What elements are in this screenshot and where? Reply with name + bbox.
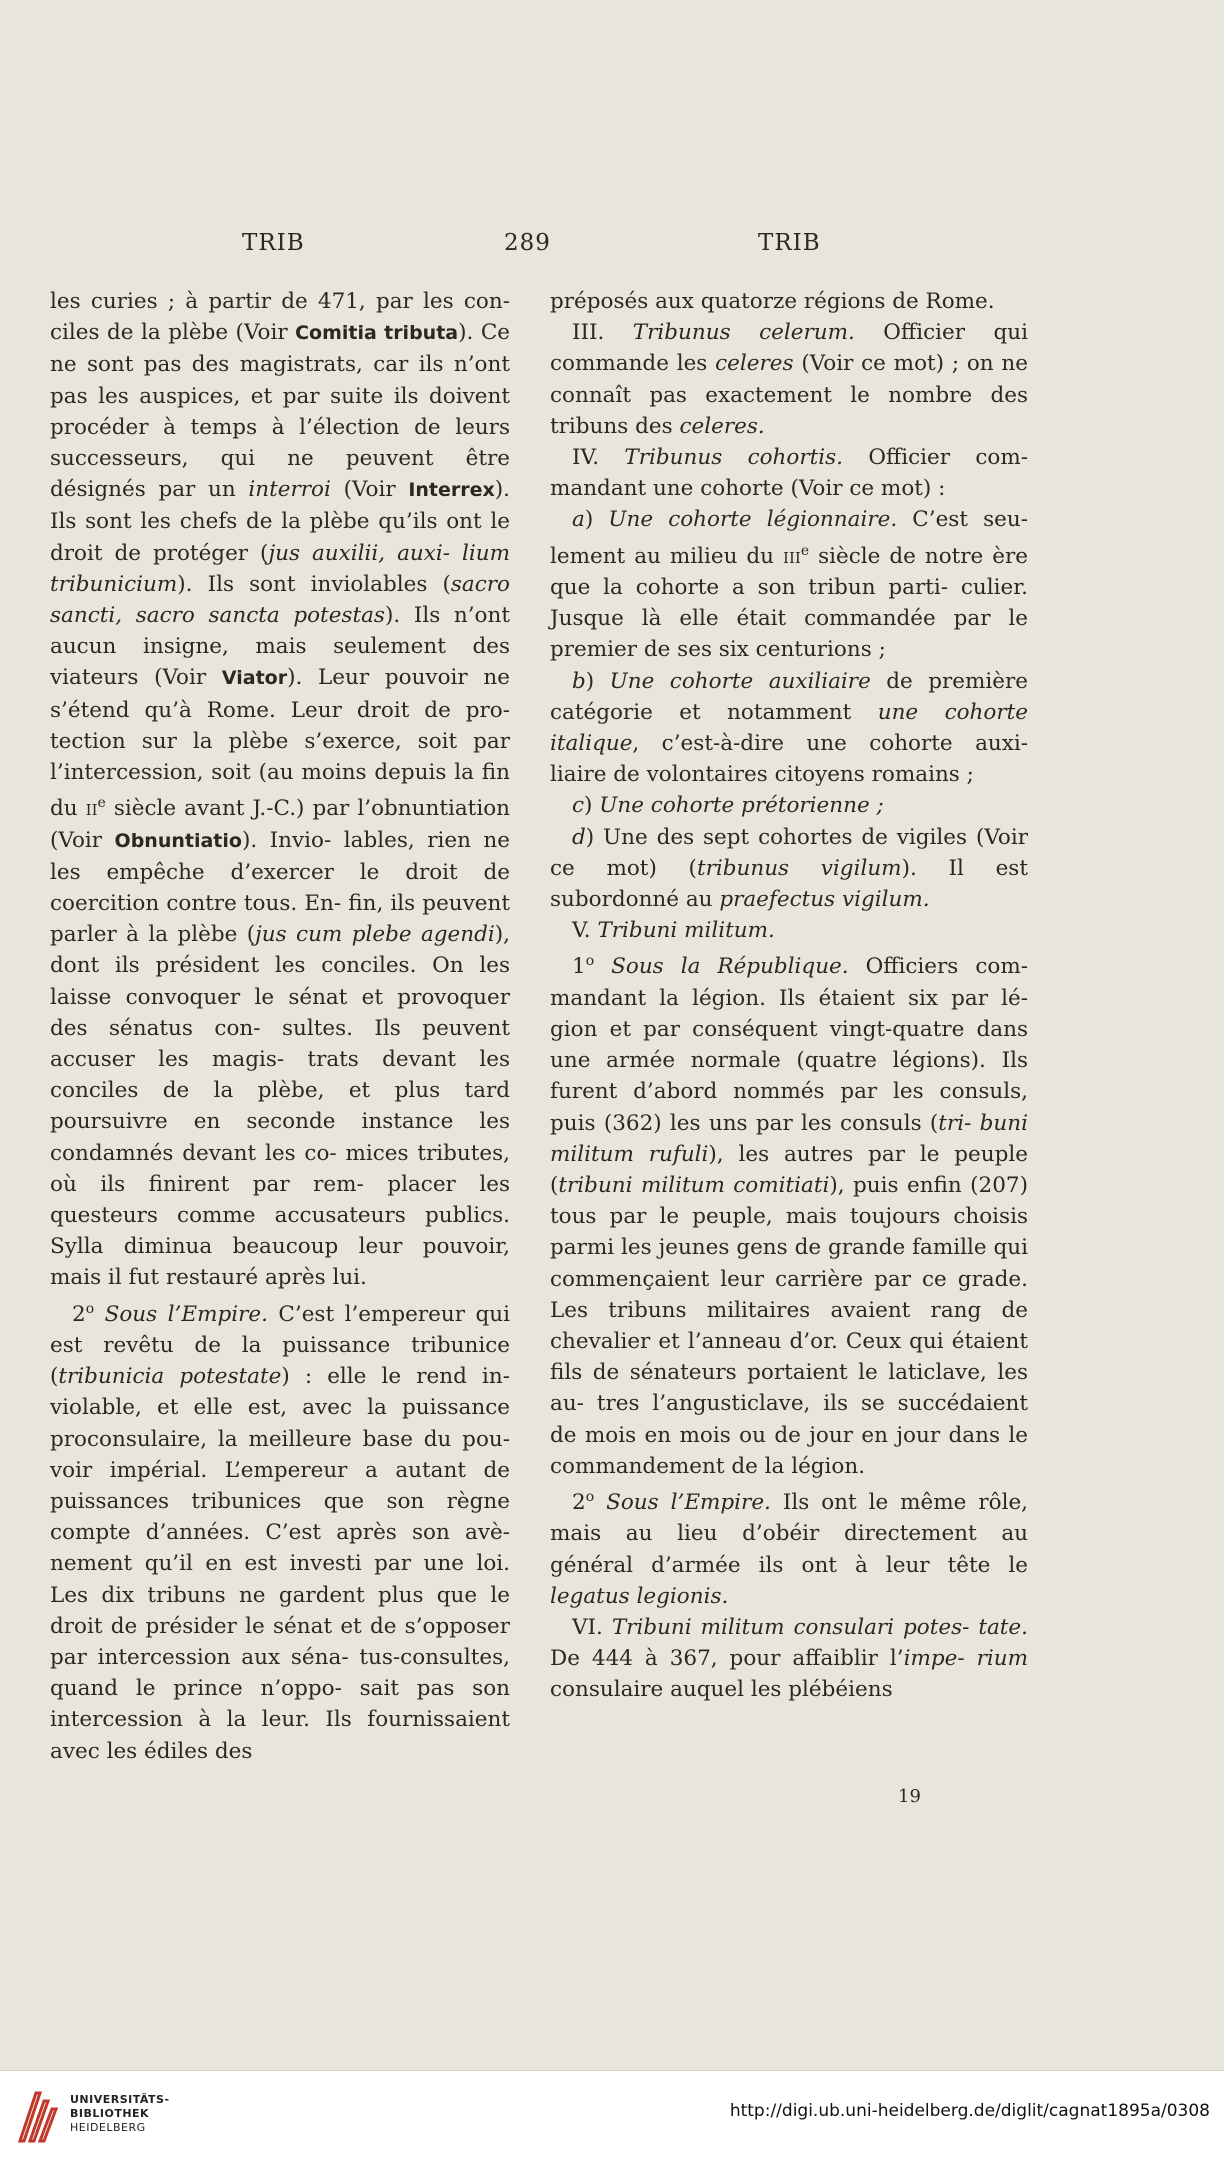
text-run: ). Invio- lables, rien ne les empêche d’exercer le droit de coercition contre tous. En- fin, ils peuvent parler à la plèbe ( — [50, 827, 510, 948]
text-run: praefectus vigilum. — [719, 887, 930, 913]
text-run: IV. — [572, 445, 625, 471]
text-run: Tribunus celerum. — [632, 320, 855, 346]
text-run: celeres — [715, 351, 794, 377]
text-run: Officier qui commande les — [550, 320, 1028, 377]
text-run: ). Leur pouvoir ne s’étend qu’à Rome. Leur droit de pro- tection sur la plèbe s’exerce, soit par l’intercession, soit (au moins depuis la fin du — [50, 665, 510, 822]
paragraph — [50, 286, 510, 1294]
text-run: siècle de notre ère que la cohorte a son tribun parti- culier. Jusque là elle était commandée par le premier de ses six centurions ; — [550, 543, 1028, 663]
text-run: 1 — [572, 954, 586, 980]
text-run: Officiers com- mandant la légion. Ils étaient six par lé- gion et par conséquent vingt-quatre dans une armée normale (quatre légions). Ils furent d’abord nommés par les consuls, puis (362) les uns par les consuls ( — [550, 954, 1028, 1136]
text-run: ), les autres par le peuple ( — [550, 1141, 1028, 1198]
text-run: ) — [584, 507, 609, 533]
text-run: iii — [783, 543, 801, 569]
text-run: legatus legionis. — [550, 1583, 729, 1609]
text-run — [594, 1490, 606, 1515]
running-head — [0, 230, 1224, 264]
text-run: ). Il est subordonné au — [550, 855, 1028, 913]
text-run: Comitia tributa — [295, 322, 459, 345]
text-run: ) : elle le rend in- violable, et elle est, avec la puissance proconsulaire, la meilleure base du pou- voir impérial. L’empereur a autant de puissances tribunices que son règne compte d’années. C’est après son avè- nement qu’il en est investi par une loi. Les dix tribuns ne gardent plus que le droit de présider le sénat et de s’opposer par intercession aux séna- tus-consultes, quand le prince n’oppo- sait pas son intercession à la leur. Ils fournissaient avec les édiles des — [50, 1364, 510, 1764]
text-run: ), dont ils président les conciles. On les laisse convoquer le sénat et provoquer des sénatus con- sultes. Ils peuvent accuser les magis- trats devant les conciles de la plèbe, et plus tard poursuivre en seconde instance les condamnés devant les co- mices tributes, où ils finirent par rem- placer les questeurs comme accusateurs publics. Sylla diminua beaucoup leur pouvoir, mais il fut restauré après lui. — [50, 922, 510, 1291]
text-run: Interrex — [408, 479, 495, 502]
text-run: préposés aux quatorze régions de Rome. — [550, 289, 995, 314]
text-run: ). Ils sont les chefs de la plèbe qu’ils ont le droit de protéger ( — [50, 477, 510, 566]
paragraph — [550, 442, 1028, 504]
header-left-word: TRIB — [242, 230, 305, 256]
paragraph — [550, 790, 1028, 821]
text-run: tribuni militum comitiati — [558, 1173, 830, 1198]
text-run: ), puis enfin (207) tous par le peuple, mais toujours choisis parmi les jeunes gens de grande famille qui commençaient leur carrière par ce grade. Les tribuns militaires avaient rang de chevalier et l’anneau d’or. Ceux qui étaient fils de sénateurs portaient le laticlave, les au- tres l’angusticlave, ils se succédaient de mois en mois ou de jour en jour dans le commandement de la légion. — [550, 1173, 1028, 1479]
text-run: jus auxilii, auxi- lium tribunicium — [50, 540, 510, 597]
text-run: une cohorte italique — [550, 699, 1028, 756]
text-run: interroi — [248, 477, 331, 503]
text-run — [94, 1302, 105, 1327]
paragraph — [550, 1482, 1028, 1612]
library-logo-icon — [14, 2083, 62, 2147]
text-run: V. — [572, 918, 598, 944]
text-run: celeres. — [679, 413, 765, 439]
text-run: tri- buni militum rufuli — [550, 1110, 1028, 1167]
text-run: C’est seu- lement au milieu du — [550, 507, 1028, 569]
text-run: ) — [584, 793, 600, 819]
footer-bar — [0, 2070, 1224, 2160]
text-run: Une cohorte auxiliaire — [609, 668, 871, 694]
text-run: ii — [85, 796, 98, 822]
text-run: tribunicia potestate — [58, 1364, 282, 1390]
right-column-text — [550, 286, 1028, 1706]
paragraph — [550, 286, 1028, 317]
paragraph — [550, 317, 1028, 442]
text-run: Tribuni militum. — [597, 918, 775, 944]
text-run: 2 — [572, 1490, 586, 1516]
paragraph — [550, 822, 1028, 916]
text-run: Officier com- mandant une cohorte (Voir ce mot) : — [550, 445, 1028, 502]
text-run: a — [572, 507, 585, 533]
text-run: Sous l’Empire. — [104, 1301, 268, 1327]
text-run: VI. — [572, 1615, 612, 1640]
library-name-line2: BIBLIOTHEK — [70, 2107, 150, 2120]
permalink-url[interactable]: http://digi.ub.uni-heidelberg.de/diglit/cagnat1895a/0308 — [729, 2101, 1210, 2121]
text-run: de première catégorie et notamment — [550, 668, 1028, 725]
text-run: III. — [572, 320, 633, 346]
text-run: siècle avant J.-C.) par l’obnuntiation (Voir — [50, 796, 510, 853]
text-run: ) — [585, 668, 610, 694]
text-run: b — [572, 668, 586, 694]
text-run: o — [85, 1300, 95, 1317]
text-run: Ils ont le même rôle, mais au lieu d’obéir directement au général d’armée ils ont à leur tête le — [550, 1490, 1029, 1578]
text-run: 2 — [72, 1301, 86, 1327]
header-right-word: TRIB — [758, 230, 821, 256]
paragraph — [550, 666, 1028, 791]
text-run: (Voir ce mot) ; on ne connaît pas exactement le nombre des tribuns des — [550, 351, 1028, 439]
text-run: Obnuntiatio — [114, 829, 242, 852]
text-run: (Voir — [330, 477, 409, 503]
text-run: Une cohorte prétorienne ; — [599, 793, 884, 819]
paragraph — [550, 504, 1028, 665]
text-run: Tribuni militum consulari potes- tate. — [611, 1615, 1028, 1640]
text-run: Tribunus cohortis. — [624, 445, 844, 471]
text-run: ). Ils n’ont aucun insigne, mais seulement des viateurs (Voir — [50, 603, 510, 691]
library-name — [70, 2093, 170, 2135]
text-run: ) Une des sept cohortes de vigiles (Voir ce mot) ( — [550, 824, 1028, 881]
text-run: , c’est-à-dire une cohorte auxi- liaire de volontaires citoyens romains ; — [550, 731, 1028, 788]
library-name-line1: UNIVERSITÄTS- — [70, 2093, 170, 2106]
text-run: impe- rium — [903, 1646, 1028, 1672]
text-run: Viator — [221, 667, 288, 690]
text-run: e — [97, 795, 106, 812]
paragraph — [550, 1612, 1028, 1706]
text-run: ). Ils sont inviolables ( — [177, 571, 451, 597]
text-run: jus cum plebe agendi — [255, 922, 495, 948]
text-run: C’est l’empereur qui est revêtu de la puissance tribunice ( — [50, 1301, 511, 1390]
text-run: consulaire auquel les plébéiens — [550, 1677, 893, 1703]
signature-mark: 19 — [898, 1786, 921, 1807]
text-run: Une cohorte légionnaire. — [608, 507, 898, 533]
text-run: d — [572, 824, 586, 850]
text-run — [594, 955, 611, 980]
text-run: Sous la République. — [611, 954, 849, 980]
paragraph — [550, 915, 1028, 946]
page-number: 289 — [504, 230, 551, 256]
text-run: les curies ; à partir de 471, par les con- ciles de la plèbe (Voir — [50, 289, 510, 346]
text-run: e — [800, 542, 810, 559]
text-run: c — [572, 793, 585, 819]
paragraph — [50, 1294, 510, 1767]
text-run: sacro sancti, sacro sancta potestas — [50, 571, 510, 629]
text-run: De 444 à 367, pour affaiblir l’ — [550, 1646, 904, 1672]
text-run: tribunus vigilum — [696, 855, 902, 881]
text-run: Sous l’Empire. — [606, 1490, 771, 1516]
library-name-line3: HEIDELBERG — [70, 2121, 146, 2134]
paragraph — [550, 946, 1028, 1482]
left-column-text — [50, 286, 510, 1767]
text-run: ). Ce ne sont pas des magistrats, car ils n’ont pas les auspices, et par suite ils doivent procéder à temps à l’élection de leurs successeurs, qui ne peuvent être désignés par un — [50, 320, 511, 503]
text-run: o — [585, 953, 595, 970]
text-run: o — [585, 1489, 595, 1506]
